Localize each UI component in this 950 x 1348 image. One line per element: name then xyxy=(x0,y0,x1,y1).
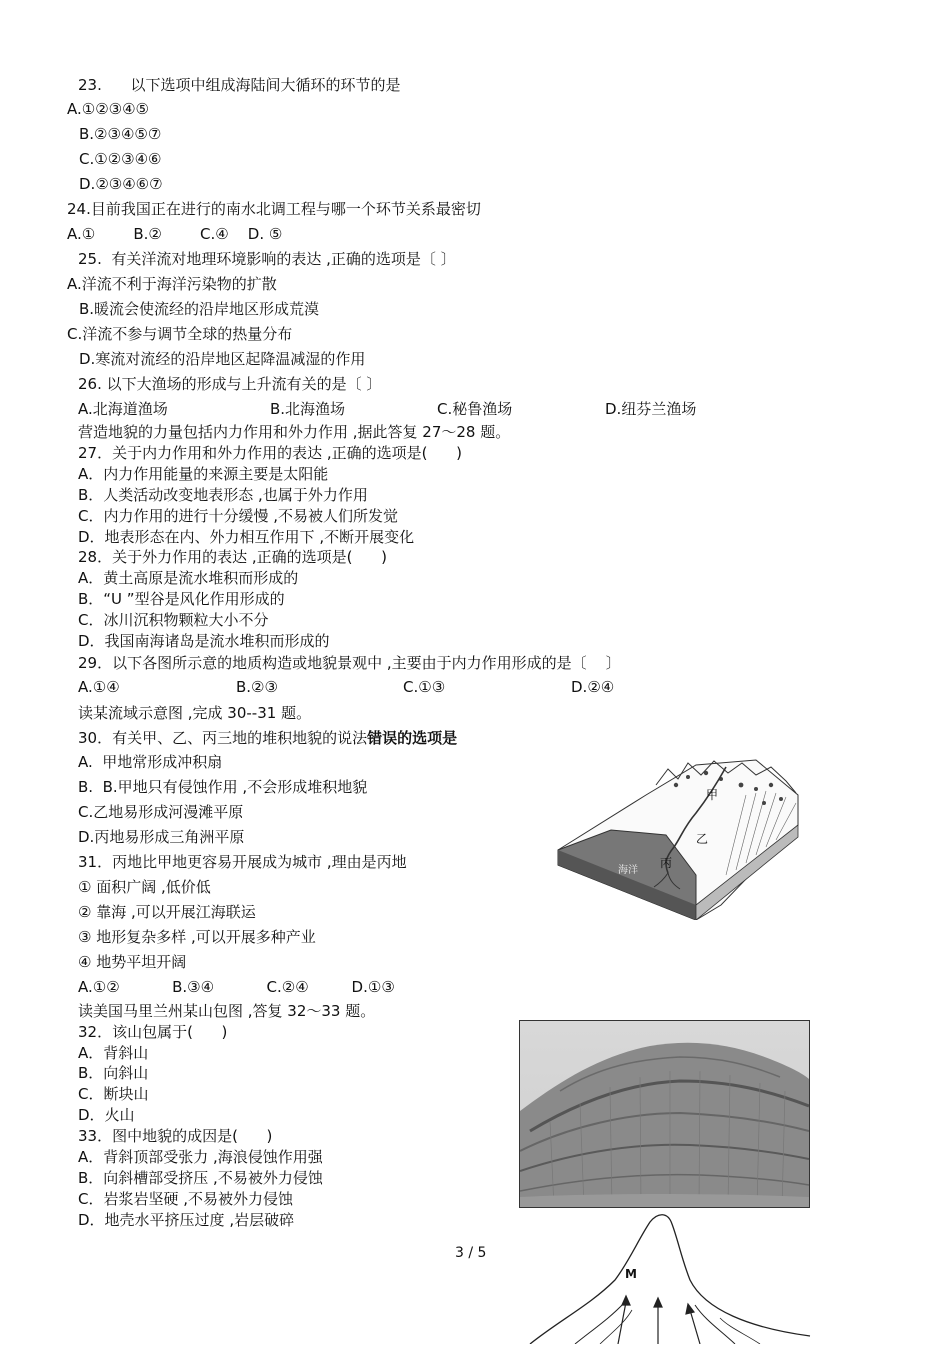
option-26d: D.纽芬兰渔场 xyxy=(605,400,697,418)
option-26b: B.北海渔场 xyxy=(270,400,346,418)
option-26a: A.北海道渔场 xyxy=(78,400,168,418)
option-23b: B.②③④⑤⑦ xyxy=(79,125,162,143)
option-23d: D.②③④⑥⑦ xyxy=(79,175,163,193)
option-29b: B.②③ xyxy=(236,678,278,696)
option-23a: A.①②③④⑤ xyxy=(67,100,150,118)
option-30d: D.丙地易形成三角洲平原 xyxy=(78,828,245,846)
option-32b: B．向斜山 xyxy=(78,1064,149,1082)
option-27b: B．人类活动改变地表形态 ,也属于外力作用 xyxy=(78,486,368,504)
question-26: 26. 以下大渔场的形成与上升流有关的是〔 〕 xyxy=(78,375,382,393)
label-m: M xyxy=(625,1267,637,1281)
option-33a: A．背斜顶部受张力 ,海浪侵蚀作用强 xyxy=(78,1148,323,1166)
option-25d: D.寒流对流经的沿岸地区起降温减湿的作用 xyxy=(79,350,366,368)
intro-32-33: 读美国马里兰州某山包图 ,答复 32～33 题。 xyxy=(78,1002,376,1020)
question-31: 31．丙地比甲地更容易开展成为城市 ,理由是丙地 xyxy=(78,853,407,871)
question-32: 32．该山包属于( ) xyxy=(78,1023,228,1041)
question-27: 27．关于内力作用和外力作用的表达 ,正确的选项是( ) xyxy=(78,444,462,462)
option-30c: C.乙地易形成河漫滩平原 xyxy=(78,803,244,821)
intro-30-31: 读某流域示意图 ,完成 30--31 题。 xyxy=(78,704,312,722)
intro-27-28: 营造地貌的力量包括内力作用和外力作用 ,据此答复 27～28 题。 xyxy=(78,423,511,441)
statement-31-1: ① 面积广阔 ,低价低 xyxy=(78,878,211,896)
question-30-text: 30．有关甲、乙、丙三地的堆积地貌的说法 xyxy=(78,729,368,747)
option-25a: A.洋流不利于海洋污染物的扩散 xyxy=(67,275,277,293)
option-27a: A．内力作用能量的来源主要是太阳能 xyxy=(78,465,329,483)
option-26c: C.秘鲁渔场 xyxy=(437,400,513,418)
option-32a: A．背斜山 xyxy=(78,1044,149,1062)
option-29d: D.②④ xyxy=(571,678,615,696)
option-28c: C．冰川沉积物颗粒大小不分 xyxy=(78,611,269,629)
question-28: 28．关于外力作用的表达 ,正确的选项是( ) xyxy=(78,548,387,566)
statement-31-3: ③ 地形复杂多样 ,可以开展多种产业 xyxy=(78,928,316,946)
option-30b: B. B.甲地只有侵蚀作用 ,不会形成堆积地貌 xyxy=(78,778,368,796)
option-25b: B.暖流会使流经的沿岸地区形成荒漠 xyxy=(79,300,320,318)
label-yi: 乙 xyxy=(696,832,709,846)
statement-31-4: ④ 地势平坦开阔 xyxy=(78,953,187,971)
question-29: 29．以下各图所示意的地质构造或地貌景观中 ,主要由于内力作用形成的是〔 〕 xyxy=(78,654,621,672)
option-29a: A.①④ xyxy=(78,678,120,696)
question-30 xyxy=(78,728,457,748)
anticline-photo xyxy=(519,1020,810,1208)
option-25c: C.洋流不参与调节全球的热量分布 xyxy=(67,325,293,343)
statement-31-2: ② 靠海 ,可以开展江海联运 xyxy=(78,903,256,921)
option-28a: A．黄土高原是流水堆积而形成的 xyxy=(78,569,299,587)
options-24: A.① B.② C.④ D. ⑤ xyxy=(67,225,283,243)
question-23: 23. 以下选项中组成海陆间大循环的环节的是 xyxy=(78,76,401,94)
options-31: A.①② B.③④ C.②④ D.①③ xyxy=(78,978,395,996)
option-23c: C.①②③④⑥ xyxy=(79,150,162,168)
question-30-emphasis: 错误的选项是 xyxy=(367,729,458,747)
option-33d: D．地壳水平挤压过度 ,岩层破碎 xyxy=(78,1211,295,1229)
question-25: 25. 有关洋流对地理环境影响的表达 ,正确的选项是〔 〕 xyxy=(78,250,456,268)
label-sea: 海洋 xyxy=(618,865,638,876)
label-bing: 丙 xyxy=(660,856,673,870)
option-27d: D．地表形态在内、外力相互作用下 ,不断开展变化 xyxy=(78,528,415,546)
option-32d: D．火山 xyxy=(78,1106,135,1124)
option-32c: C．断块山 xyxy=(78,1085,149,1103)
option-33b: B．向斜槽部受挤压 ,不易被外力侵蚀 xyxy=(78,1169,323,1187)
label-jia: 甲 xyxy=(706,788,719,802)
page-number: 3 / 5 xyxy=(455,1245,487,1261)
option-28d: D．我国南海诸岛是流水堆积而形成的 xyxy=(78,632,330,650)
option-28b: B．“U ”型谷是风化作用形成的 xyxy=(78,590,285,608)
option-29c: C.①③ xyxy=(403,678,446,696)
mountain-sketch xyxy=(520,1210,820,1344)
option-33c: C．岩浆岩坚硬 ,不易被外力侵蚀 xyxy=(78,1190,294,1208)
option-27c: C．内力作用的进行十分缓慢 ,不易被人们所发觉 xyxy=(78,507,399,525)
option-30a: A. 甲地常形成冲积扇 xyxy=(78,753,223,771)
river-basin-figure xyxy=(556,755,801,920)
question-24: 24.目前我国正在进行的南水北调工程与哪一个环节关系最密切 xyxy=(67,200,481,218)
question-33: 33．图中地貌的成因是( ) xyxy=(78,1127,273,1145)
